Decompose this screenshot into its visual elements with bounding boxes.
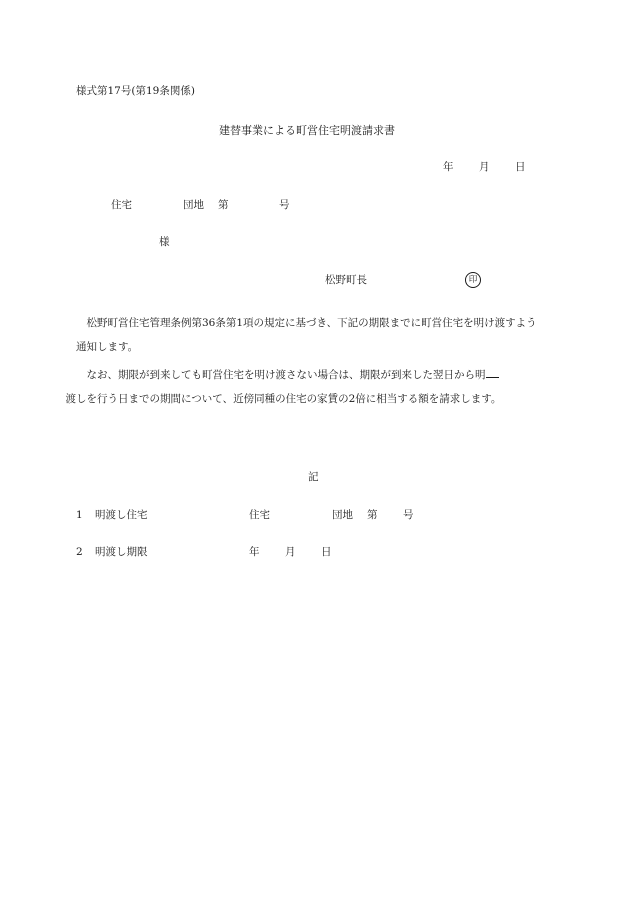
item-1-number-suffix: 号 bbox=[403, 509, 414, 521]
item-2-number: 2 bbox=[76, 546, 83, 558]
ki-heading: 記 bbox=[308, 471, 319, 483]
recipient-honorific: 様 bbox=[159, 236, 170, 248]
item-1-dai: 第 bbox=[367, 509, 378, 521]
item-1-block: 団地 bbox=[332, 509, 353, 521]
blank-underline bbox=[486, 367, 499, 378]
sender-name: 松野町長 bbox=[325, 274, 367, 286]
item-2-day: 日 bbox=[321, 546, 332, 558]
item-1-housing: 住宅 bbox=[249, 509, 270, 521]
body-paragraph-1: 松野町営住宅管理条例第36条第1項の規定に基づき、下記の期限までに町営住宅を明け渡すよう通知します。 bbox=[76, 317, 537, 353]
body-paragraph-2-text: なお、期限が到来しても町営住宅を明け渡さない場合は、期限が到来した翌日から明 bbox=[86, 369, 486, 381]
recipient-dai: 第 bbox=[218, 199, 229, 211]
body-paragraph-2-rest: 渡しを行う日までの期間について、近傍同種の住宅の家賃の2倍に相当する額を請求します。 bbox=[65, 393, 502, 405]
recipient-housing: 住宅 bbox=[111, 199, 132, 211]
document-title: 建替事業による町営住宅明渡請求書 bbox=[219, 124, 395, 137]
date-year: 年 bbox=[443, 161, 454, 173]
item-2-label: 明渡し期限 bbox=[95, 546, 148, 558]
recipient-block: 団地 bbox=[183, 199, 204, 211]
body-paragraph-2 bbox=[65, 363, 546, 411]
item-2-month: 月 bbox=[285, 546, 296, 558]
seal-mark: 印 bbox=[465, 272, 481, 288]
form-number: 様式第17号(第19条関係) bbox=[76, 85, 195, 97]
date-day: 日 bbox=[515, 161, 526, 173]
item-1-label: 明渡し住宅 bbox=[95, 509, 148, 521]
item-2-year: 年 bbox=[249, 546, 260, 558]
date-month: 月 bbox=[479, 161, 490, 173]
recipient-number: 号 bbox=[279, 199, 290, 211]
item-1-number: 1 bbox=[76, 509, 83, 521]
